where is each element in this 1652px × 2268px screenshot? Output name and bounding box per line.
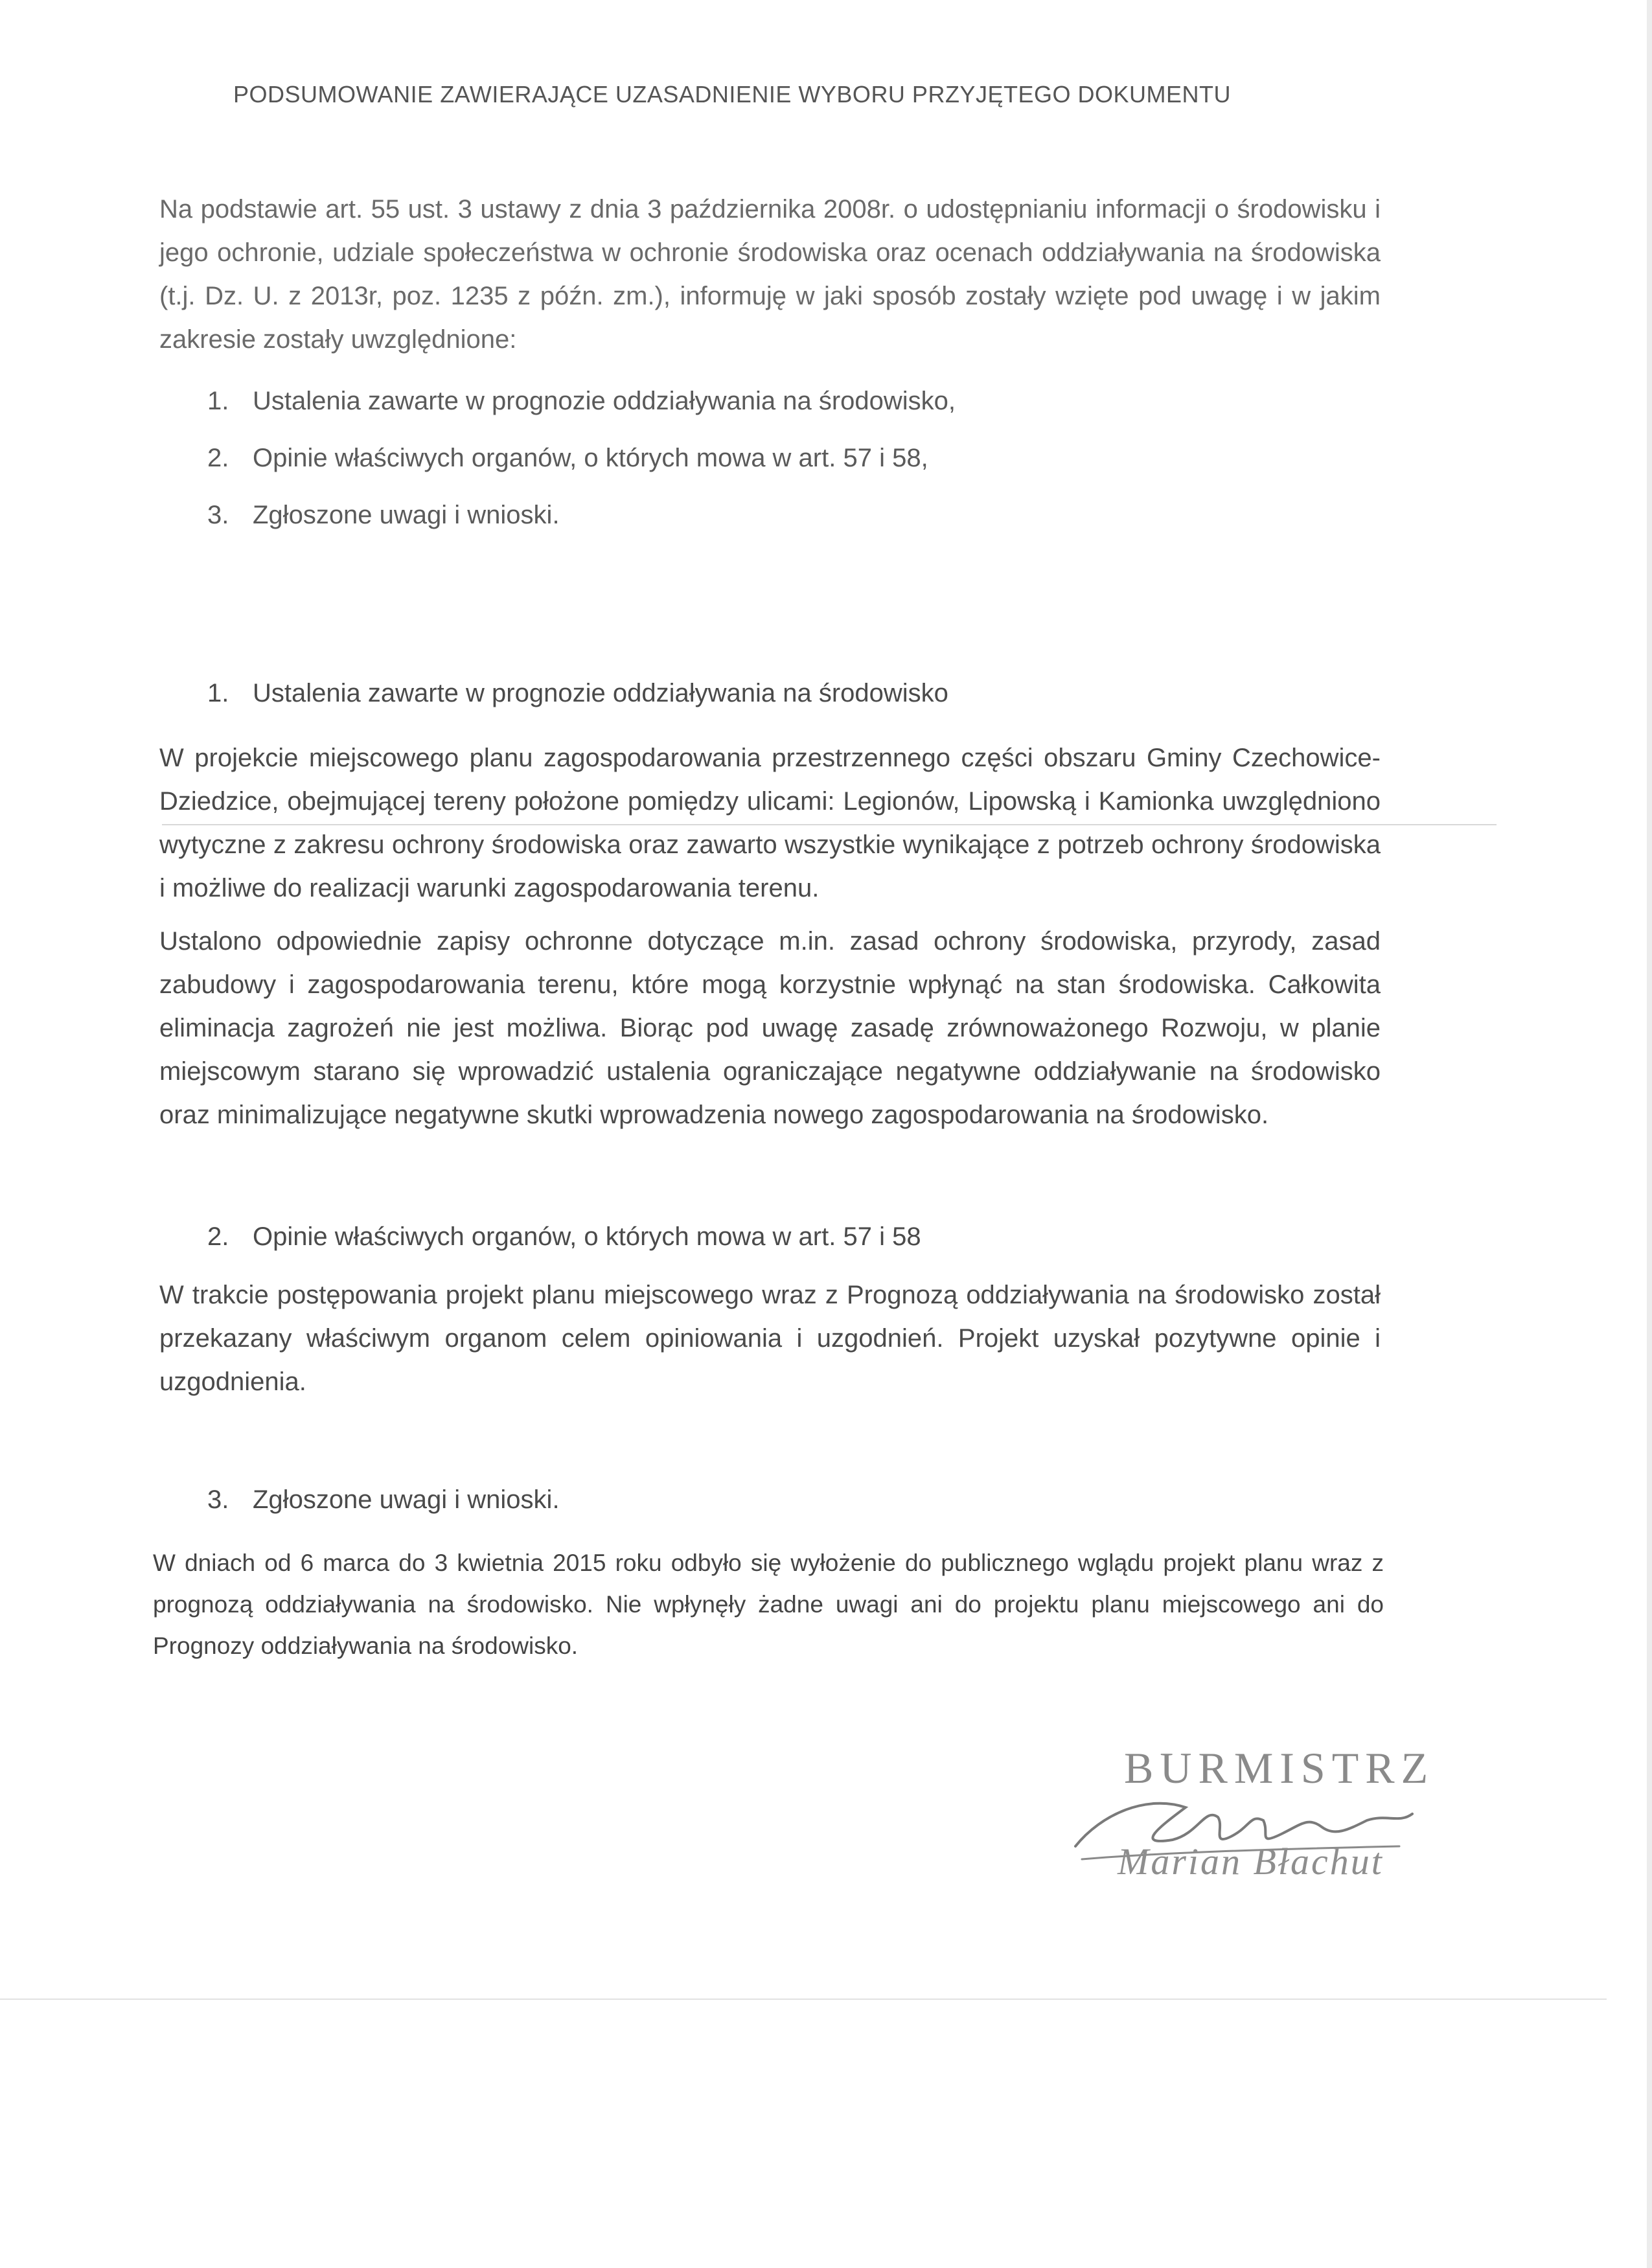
document-title: PODSUMOWANIE ZAWIERAJĄCE UZASADNIENIE WYBORU PRZYJĘTEGO DOKUMENTU [233, 81, 1231, 108]
list-item: 1. Ustalenia zawarte w prognozie oddziaływania na środowisko, [207, 387, 956, 415]
intro-paragraph: Na podstawie art. 55 ust. 3 ustawy z dnia 3 października 2008r. o udostępnianiu informacji o środowisku i jego ochronie, udziale społeczeństwa w ochronie środowiska oraz ocenach oddziaływania na środowiska (t.j. Dz. U. z 2013r, poz. 1235 z późn. zm.), informuję w jaki sposób zostały wzięte pod uwagę i w jakim zakresie zostały uwzględnione: [159, 195, 1381, 354]
list-item: 3. Zgłoszone uwagi i wnioski. [207, 501, 560, 529]
section1-paragraph-2: Ustalono odpowiednie zapisy ochronne dotyczące m.in. zasad ochrony środowiska, przyrody, zasad zabudowy i zagospodarowania terenu, które mogą korzystnie wpłynąć na stan środowiska. Całkowita eliminacja zagrożeń nie jest możliwa. Biorąc pod uwagę zasadę zrównoważonego Rozwoju, w planie miejscowym starano się wprowadzić ustalenia ograniczające negatywne oddziaływanie na środowisko oraz minimalizujące negatywne skutki wprowadzenia nowego zagospodarowania na środowisko. [159, 927, 1381, 1129]
scan-line [162, 824, 1497, 825]
stamp-name: Marian Błachut [1118, 1840, 1384, 1883]
stamp-title: BURMISTRZ [1124, 1743, 1435, 1793]
section2-heading: 2. Opinie właściwych organów, o których mowa w art. 57 i 58 [207, 1222, 921, 1251]
bottom-divider [0, 1999, 1607, 2000]
scan-edge [1647, 0, 1652, 2268]
section3-heading: 3. Zgłoszone uwagi i wnioski. [207, 1485, 560, 1514]
section3-paragraph: W dniach od 6 marca do 3 kwietnia 2015 roku odbyło się wyłożenie do publicznego wglądu projekt planu wraz z prognozą oddziaływania na środowisko. Nie wpłynęły żadne uwagi ani do projektu planu miejscowego ani do Prognozy oddziaływania na środowisko. [153, 1550, 1384, 1659]
intro-list [207, 372, 956, 544]
section2-paragraph: W trakcie postępowania projekt planu miejscowego wraz z Prognozą oddziaływania na środowisko został przekazany właściwym organom celem opiniowania i uzgodnień. Projekt uzyskał pozytywne opinie i uzgodnienia. [159, 1281, 1381, 1396]
list-item: 2. Opinie właściwych organów, o których mowa w art. 57 i 58, [207, 444, 928, 472]
section1-paragraph-1: W projekcie miejscowego planu zagospodarowania przestrzennego części obszaru Gminy Czechowice-Dziedzice, obejmującej tereny położone pomiędzy ulicami: Legionów, Lipowską i Kamionka uwzględniono wytyczne z zakresu ochrony środowiska oraz zawarto wszystkie wynikające z potrzeb ochrony środowiska i możliwe do realizacji warunki zagospodarowania terenu. [159, 744, 1381, 902]
section1-heading: 1. Ustalenia zawarte w prognozie oddziaływania na środowisko [207, 679, 948, 707]
